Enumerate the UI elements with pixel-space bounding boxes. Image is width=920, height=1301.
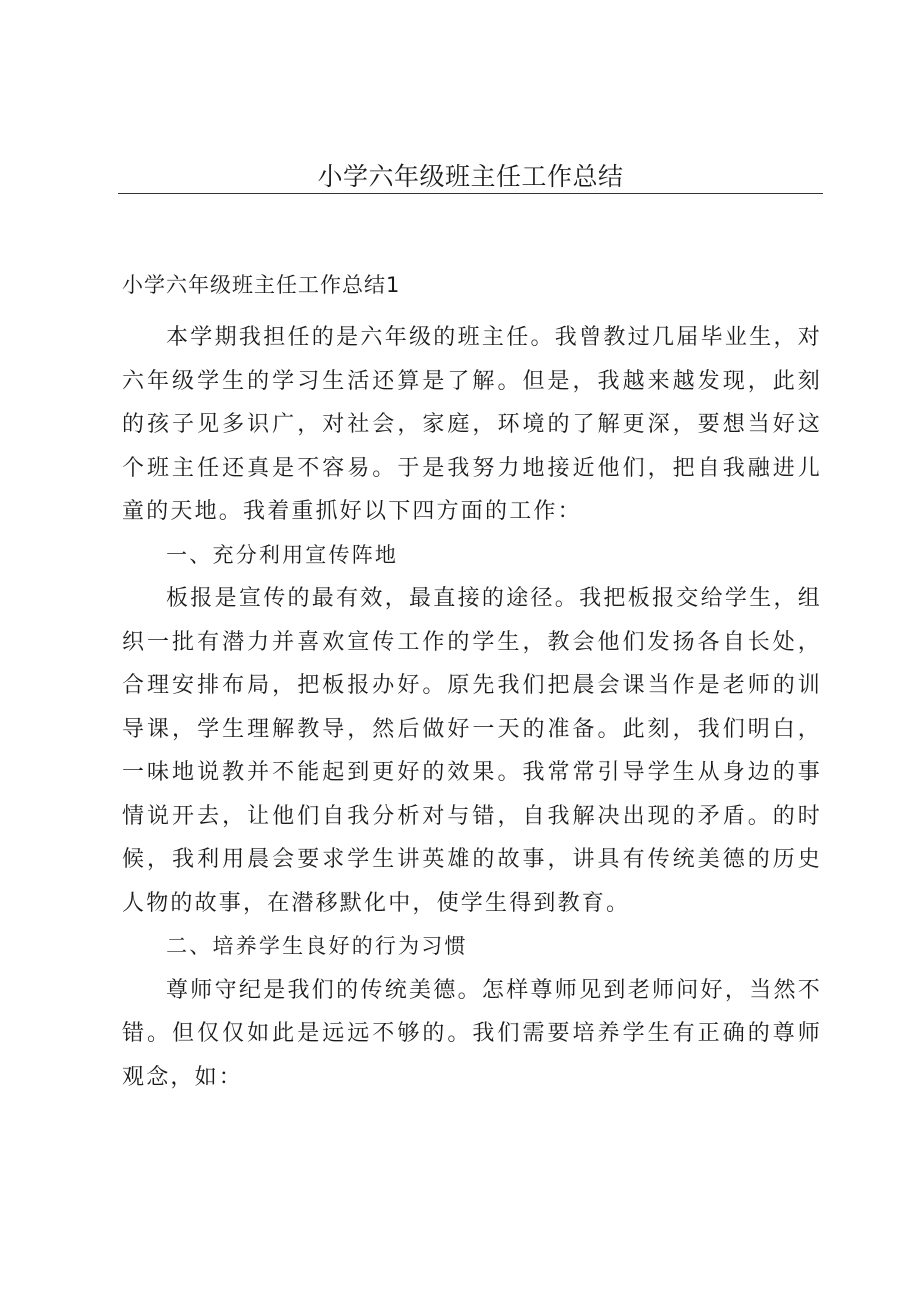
section-heading: 小学六年级班主任工作总结1	[122, 273, 401, 297]
paragraph-intro: 本学期我担任的是六年级的班主任。我曾教过几届毕业生，对六年级学生的学习生活还算是了解。但是，我越来越发现，此刻的孩子见多识广，对社会，家庭，环境的了解更深，要想当好这个班主任还真是不容易。于是我努力地接近他们，把自我融进儿童的天地。我着重抓好以下四方面的工作：	[122, 325, 822, 524]
subheading-publicity: 一、充分利用宣传阵地	[166, 542, 399, 567]
paragraph-habits: 尊师守纪是我们的传统美德。怎样尊师见到老师问好，当然不错。但仅仅如此是远远不够的。我们需要培养学生有正确的尊师观念，如：	[122, 977, 822, 1090]
subheading-habits: 二、培养学生良好的行为习惯	[166, 934, 468, 958]
document-body	[122, 316, 822, 1099]
document-title: 小学六年级班主任工作总结	[317, 162, 624, 191]
paragraph-publicity: 板报是宣传的最有效，最直接的途径。我把板报交给学生，组织一批有潜力并喜欢宣传工作的学生，教会他们发扬各自长处，合理安排布局，把板报办好。原先我们把晨会课当作是老师的训导课，学生理解教导，然后做好一天的准备。此刻，我们明白，一味地说教并不能起到更好的效果。我常常引导学生从身边的事情说开去，让他们自我分析对与错，自我解决出现的矛盾。的时候，我利用晨会要求学生讲英雄的故事，讲具有传统美德的历史人物的故事，在潜移默化中，使学生得到教育。	[122, 586, 822, 916]
title-underline	[118, 193, 823, 194]
